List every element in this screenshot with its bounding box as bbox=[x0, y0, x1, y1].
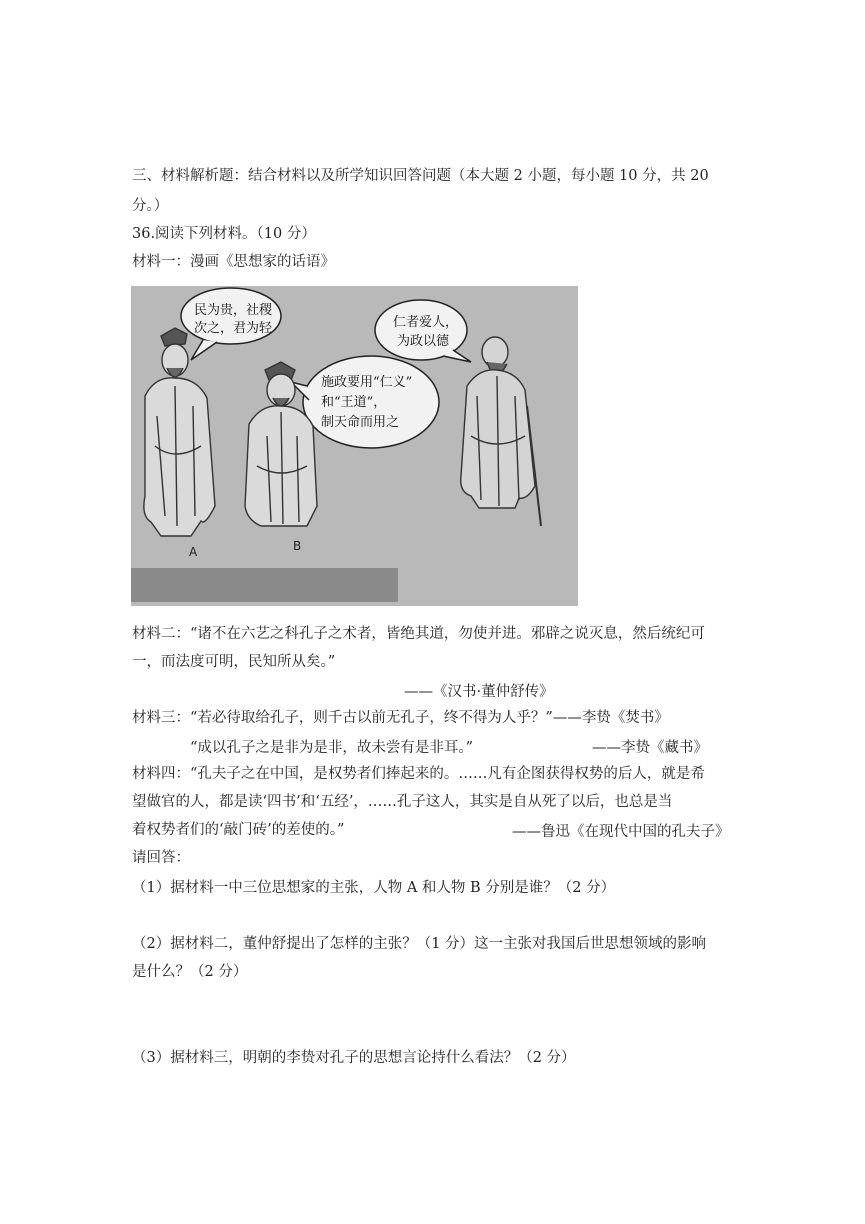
bubble-b-text-1: 施政要用“仁义” bbox=[321, 375, 413, 390]
redaction-bar bbox=[131, 568, 398, 602]
bubble-b-text-3: 制天命而用之 bbox=[321, 415, 400, 430]
material2-line-2: 一，而法度可明，民知所从矣。” bbox=[132, 654, 336, 670]
cartoon-drawing bbox=[131, 286, 578, 606]
label-b: B bbox=[293, 539, 302, 553]
question-3: （3）据材料三，明朝的李贽对孔子的思想言论持什么看法？（2 分） bbox=[132, 1050, 576, 1066]
section-header: 三、材料解析题：结合材料以及所学知识回答问题（本大题 2 小题，每小题 10 分，共 20 bbox=[132, 168, 709, 184]
bubble-c-text-2: 为政以德 bbox=[397, 334, 450, 349]
question-2-line-1: （2）据材料二，董仲舒提出了怎样的主张？（1 分）这一主张对我国后世思想领域的影响 bbox=[132, 936, 707, 952]
material4-line-1: 材料四：“孔夫子之在中国，是权势者们捧起来的。……凡有企图获得权势的后人，就是希 bbox=[132, 766, 705, 782]
material1-title: 材料一：漫画《思想家的话语》 bbox=[132, 254, 335, 270]
bubble-b-text-2: 和“王道”， bbox=[321, 395, 387, 410]
material3-line-1: 材料三：“若必待取给孔子，则千古以前无孔子，终不得为人乎？”——李贽《焚书》 bbox=[132, 710, 669, 726]
material3-source-2: ——李贽《藏书》 bbox=[592, 740, 708, 756]
material2-source: ——《汉书·董仲舒传》 bbox=[404, 684, 554, 700]
section-header-cont: 分。） bbox=[132, 198, 169, 214]
figure-a bbox=[144, 328, 215, 536]
material4-line-3: 着权势者们的‘敲门砖’的差使的。” bbox=[132, 822, 345, 838]
material3-quote-2: “成以孔子之是非为是非，故未尝有是非耳。” bbox=[190, 740, 474, 756]
material2-line-1: 材料二：“诸不在六艺之科孔子之术者，皆绝其道，勿使并进。邪辟之说灭息，然后统纪可 bbox=[132, 626, 705, 642]
cartoon-figure bbox=[131, 286, 578, 606]
material4-line-2: 望做官的人，都是读‘四书’和‘五经’，……孔子这人，其实是自从死了以后，也总是当 bbox=[132, 794, 673, 810]
bubble-c-text-1: 仁者爱人， bbox=[393, 315, 459, 330]
material4-source: ——鲁迅《在现代中国的孔夫子》 bbox=[512, 824, 730, 840]
bubble-a-tail bbox=[191, 340, 217, 360]
question-2-line-2: 是什么？（2 分） bbox=[132, 964, 248, 980]
figure-c bbox=[461, 337, 541, 526]
bubble-a-text-2: 次之，君为轻 bbox=[194, 321, 273, 336]
question-title: 36.阅读下列材料。（10 分） bbox=[132, 226, 316, 242]
answer-prompt: 请回答： bbox=[132, 850, 190, 866]
label-a: A bbox=[189, 545, 198, 559]
question-1: （1）据材料一中三位思想家的主张，人物 A 和人物 B 分别是谁？（2 分） bbox=[132, 880, 616, 896]
bubble-a-text-1: 民为贵，社稷 bbox=[194, 303, 273, 318]
